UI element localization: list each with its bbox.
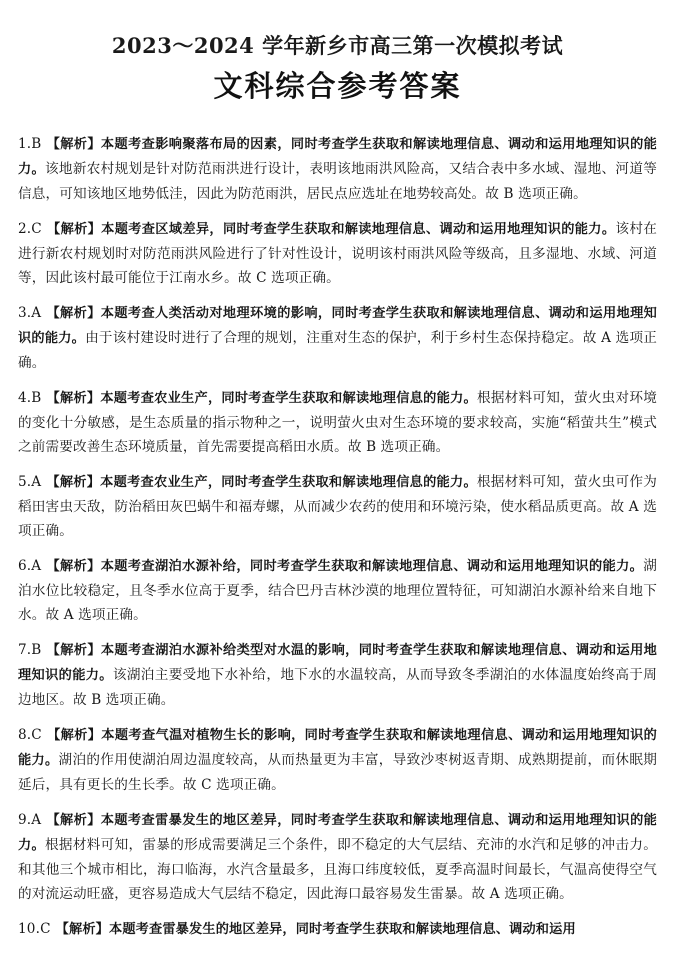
- answers-list: [18, 132, 657, 953]
- answer-choice: A: [31, 812, 42, 828]
- analysis-text: 该湖泊主要受地下水补给，地下水的水温较高，从而导致冬季湖泊的水体温度始终高于周边地区。故 B 选项正确。: [18, 667, 657, 708]
- question-number: 8.: [18, 727, 32, 743]
- analysis-text: 湖泊的作用使湖泊周边温度较高，从而热量更为丰富，导致沙枣树返青期、成熟期提前，而休眠期延后，具有更长的生长季。故 C 选项正确。: [18, 752, 657, 793]
- answer-item: [18, 470, 657, 543]
- analysis-heading: 【解析】本题考查湖泊水源补给，同时考查学生获取和解读地理信息、调动和运用地理知识的能力。: [46, 559, 644, 574]
- answer-item: [18, 132, 657, 206]
- answer-item: [18, 723, 657, 797]
- answer-choice: C: [31, 221, 42, 237]
- question-number: 6.: [18, 558, 32, 574]
- question-number: 4.: [18, 390, 32, 406]
- analysis-text: 该地新农村规划是针对防范雨洪进行设计，表明该地雨洪风险高，又结合表中多水域、湿地、河道等信息，可知该地区地势低洼，因此为防范雨洪，居民点应选址在地势较高处。故 B 选项正确。: [18, 161, 657, 202]
- question-number: 2.: [18, 221, 32, 237]
- question-number: 1.: [18, 136, 32, 152]
- question-number: 9.: [18, 812, 32, 828]
- answer-item: [18, 808, 657, 906]
- analysis-text: 根据材料可知，萤火虫可作为稻田害虫天敌，防治稻田灰巴蜗牛和福寿螺，从而减少农药的使用和环境污染，使水稻品质更高。故 A 选项正确。: [18, 474, 657, 539]
- answer-item: [18, 301, 657, 375]
- analysis-heading: 【解析】本题考查农业生产，同时考查学生获取和解读地理信息的能力。: [46, 475, 477, 490]
- analysis-heading: 【解析】本题考查影响聚落布局的因素，同时考查学生获取和解读地理信息、调动和运用地理知识的能力。: [18, 137, 657, 177]
- question-number: 3.: [18, 305, 32, 321]
- analysis-heading: 【解析】本题考查雷暴发生的地区差异，同时考查学生获取和解读地理信息、调动和运用地理知识的能力。: [18, 813, 657, 853]
- answer-item: [18, 638, 657, 712]
- answer-choice: A: [31, 474, 42, 490]
- answer-item: [18, 217, 657, 290]
- question-number: 7.: [18, 642, 32, 658]
- answer-key-heading: 文科综合参考答案: [213, 69, 462, 103]
- analysis-heading: 【解析】本题考查雷暴发生的地区差异，同时考查学生获取和解读地理信息、调动和运用: [55, 922, 576, 937]
- exam-title: 2023～2024 学年新乡市高三第一次模拟考试: [111, 33, 564, 58]
- analysis-heading: 【解析】本题考查人类活动对地理环境的影响，同时考查学生获取和解读地理信息、调动和运用地理知识的能力。: [18, 306, 657, 346]
- answer-choice: C: [40, 921, 51, 937]
- analysis-heading: 【解析】本题考查湖泊水源补给类型对水温的影响，同时考查学生获取和解读地理信息、调动和运用地理知识的能力。: [18, 643, 657, 683]
- answer-choice: B: [31, 642, 42, 658]
- answer-choice: B: [31, 136, 42, 152]
- answer-item: [18, 917, 657, 942]
- analysis-heading: 【解析】本题考查气温对植物生长的影响，同时考查学生获取和解读地理信息、调动和运用地理知识的能力。: [18, 728, 657, 768]
- analysis-text: 由于该村建设时进行了合理的规划，注重对生态的保护，利于乡村生态保持稳定。故 A 选项正确。: [18, 330, 658, 371]
- answer-item: [18, 386, 657, 459]
- analysis-text: 湖泊水位比较稳定，且冬季水位高于夏季，结合巴丹吉林沙漠的地理位置特征，可知湖泊水源补给来自地下水。故 A 选项正确。: [18, 558, 657, 623]
- answer-choice: A: [31, 558, 42, 574]
- analysis-text: 根据材料可知，雷暴的形成需要满足三个条件，即不稳定的大气层结、充沛的水汽和足够的冲击力。和其他三个城市相比，海口临海，水汽含量最多，且海口纬度较低，夏季高温时间最长，气温高使得空气的对流运动旺盛，更容易造成大气层结不稳定，因此海口最容易发生雷暴。故 A 选项正确。: [18, 837, 657, 902]
- analysis-text: 根据材料可知，萤火虫对环境的变化十分敏感，是生态质量的指示物种之一，说明萤火虫对生态环境的要求较高，实施“稻萤共生”模式之前需要改善生态环境质量，首先需要提高稻田水质。故 B 选项正确。: [18, 390, 657, 455]
- analysis-text: 该村在进行新农村规划时对防范雨洪风险进行了针对性设计，说明该村雨洪风险等级高，且多湿地、水域、河道等，因此该村最可能位于江南水乡。故 C 选项正确。: [18, 221, 658, 286]
- answer-choice: A: [31, 305, 42, 321]
- answer-choice: B: [31, 390, 42, 406]
- answer-item: [18, 554, 657, 627]
- answer-choice: C: [31, 727, 42, 743]
- question-number: 5.: [18, 474, 32, 490]
- analysis-heading: 【解析】本题考查区域差异，同时考查学生获取和解读地理信息、调动和运用地理知识的能力。: [46, 222, 616, 237]
- analysis-heading: 【解析】本题考查农业生产，同时考查学生获取和解读地理信息的能力。: [46, 391, 477, 406]
- question-number: 10.: [18, 921, 41, 937]
